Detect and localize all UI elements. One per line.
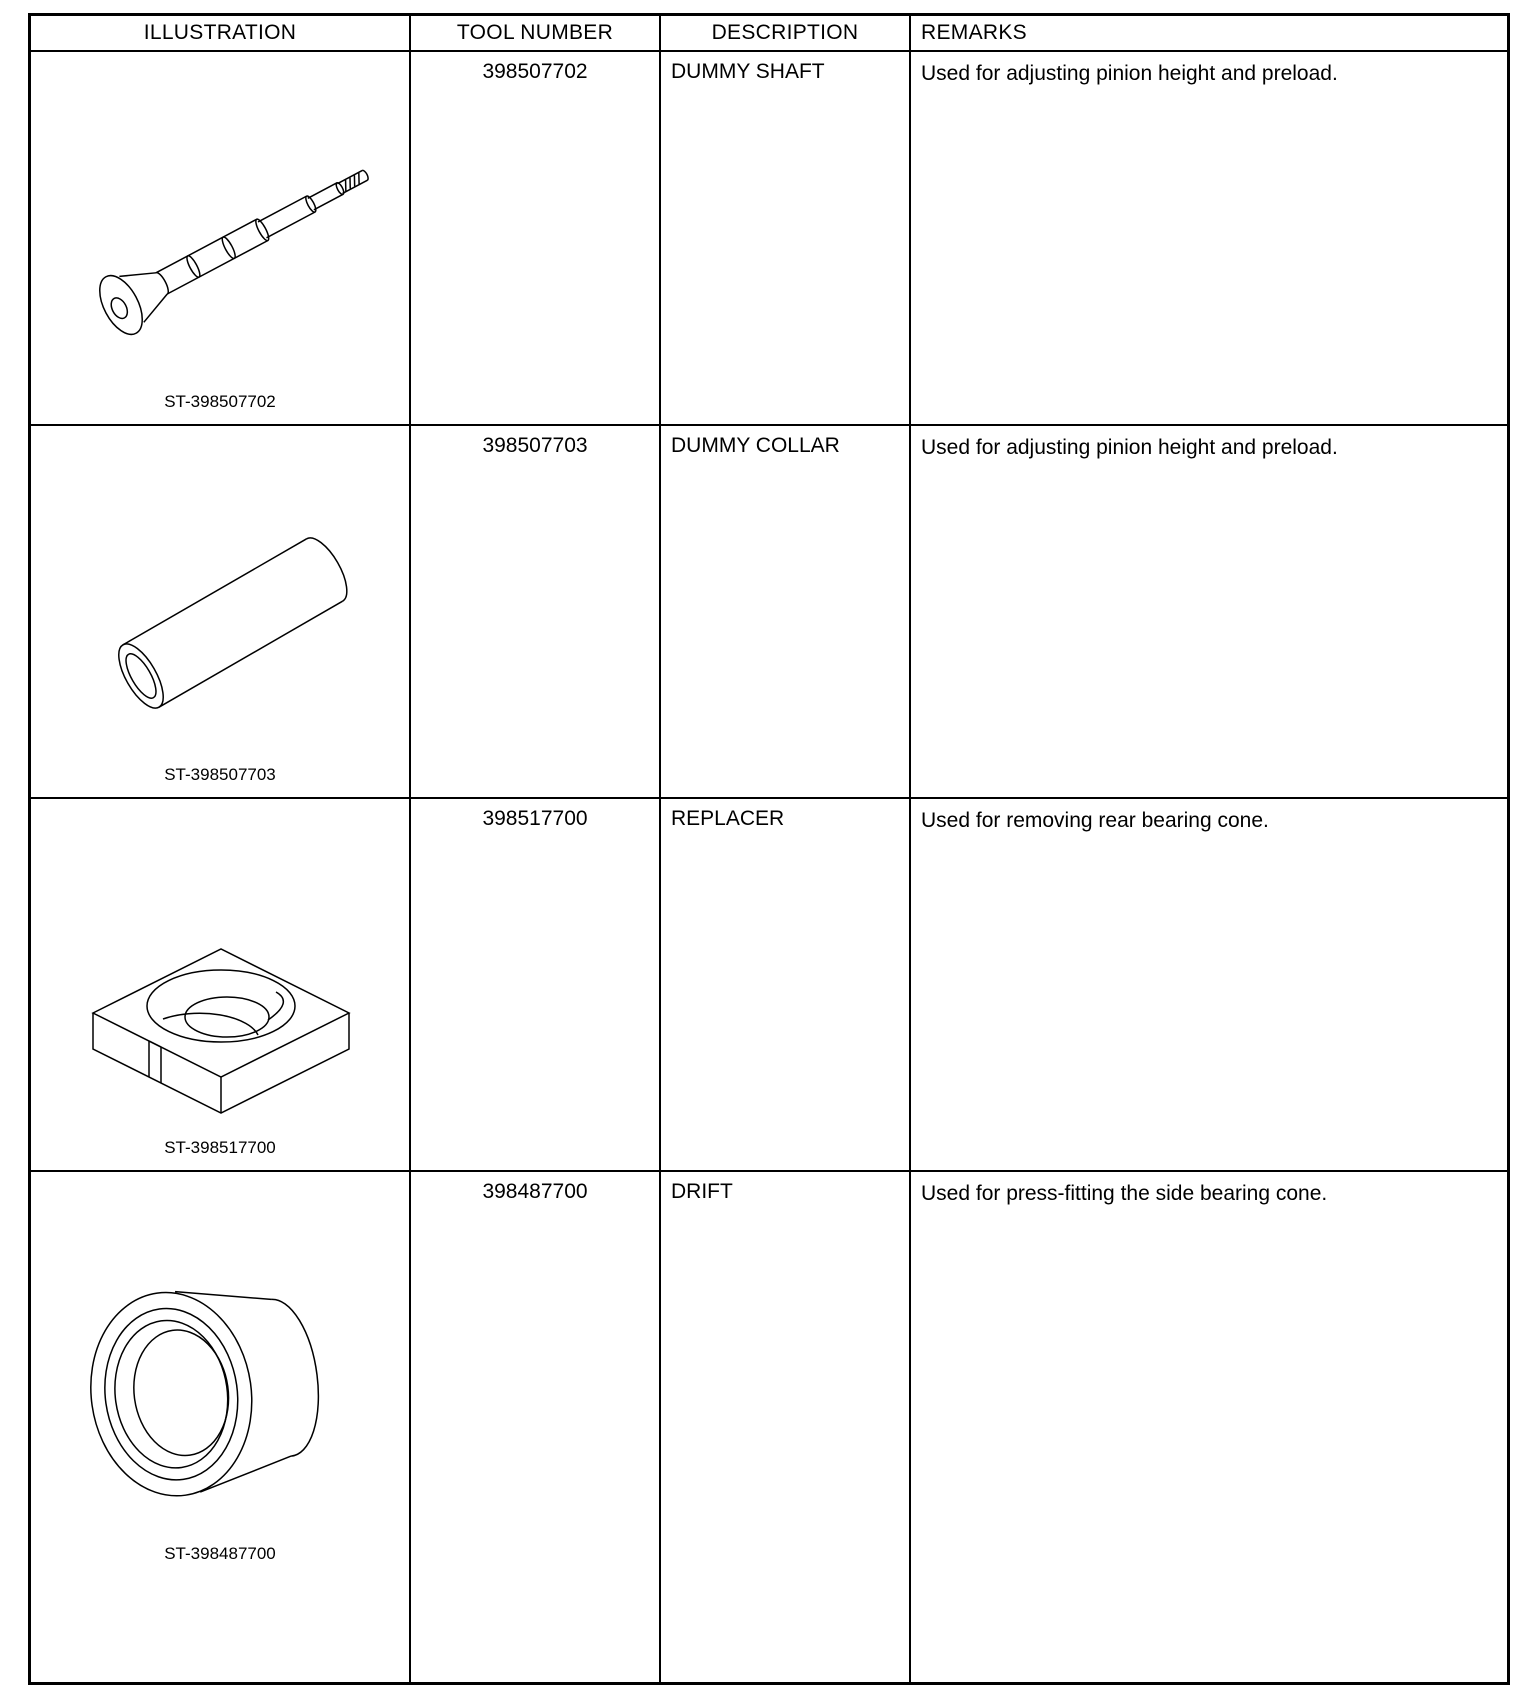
illustration-cell-dummy-collar <box>31 426 411 799</box>
description-cell: DUMMY SHAFT <box>661 52 911 426</box>
illustration-caption: ST-398507703 <box>164 765 276 784</box>
header-description: DESCRIPTION <box>661 16 911 52</box>
remarks-cell: Used for adjusting pinion height and preload. <box>911 426 1507 799</box>
dummy-collar-icon <box>31 426 411 786</box>
tool-number-cell: 398517700 <box>411 799 661 1172</box>
header-remarks: REMARKS <box>911 16 1507 52</box>
remarks-cell: Used for removing rear bearing cone. <box>911 799 1507 1172</box>
replacer-icon <box>31 799 411 1159</box>
header-illustration: ILLUSTRATION <box>31 16 411 52</box>
tool-number-cell: 398507702 <box>411 52 661 426</box>
description-cell: DRIFT <box>661 1172 911 1682</box>
illustration-cell-drift <box>31 1172 411 1682</box>
illustration-cell-dummy-shaft <box>31 52 411 426</box>
remarks-cell: Used for adjusting pinion height and preload. <box>911 52 1507 426</box>
illustration-caption: ST-398507702 <box>164 392 276 411</box>
description-cell: DUMMY COLLAR <box>661 426 911 799</box>
illustration-cell-replacer <box>31 799 411 1172</box>
tool-number-cell: 398507703 <box>411 426 661 799</box>
description-cell: REPLACER <box>661 799 911 1172</box>
special-tools-table <box>28 13 1510 1685</box>
dummy-shaft-icon <box>31 52 411 412</box>
illustration-caption: ST-398487700 <box>164 1544 276 1563</box>
illustration-caption: ST-398517700 <box>164 1138 276 1157</box>
header-tool-number: TOOL NUMBER <box>411 16 661 52</box>
tool-number-cell: 398487700 <box>411 1172 661 1682</box>
remarks-cell: Used for press-fitting the side bearing cone. <box>921 1182 1328 1205</box>
drift-icon <box>31 1172 411 1562</box>
